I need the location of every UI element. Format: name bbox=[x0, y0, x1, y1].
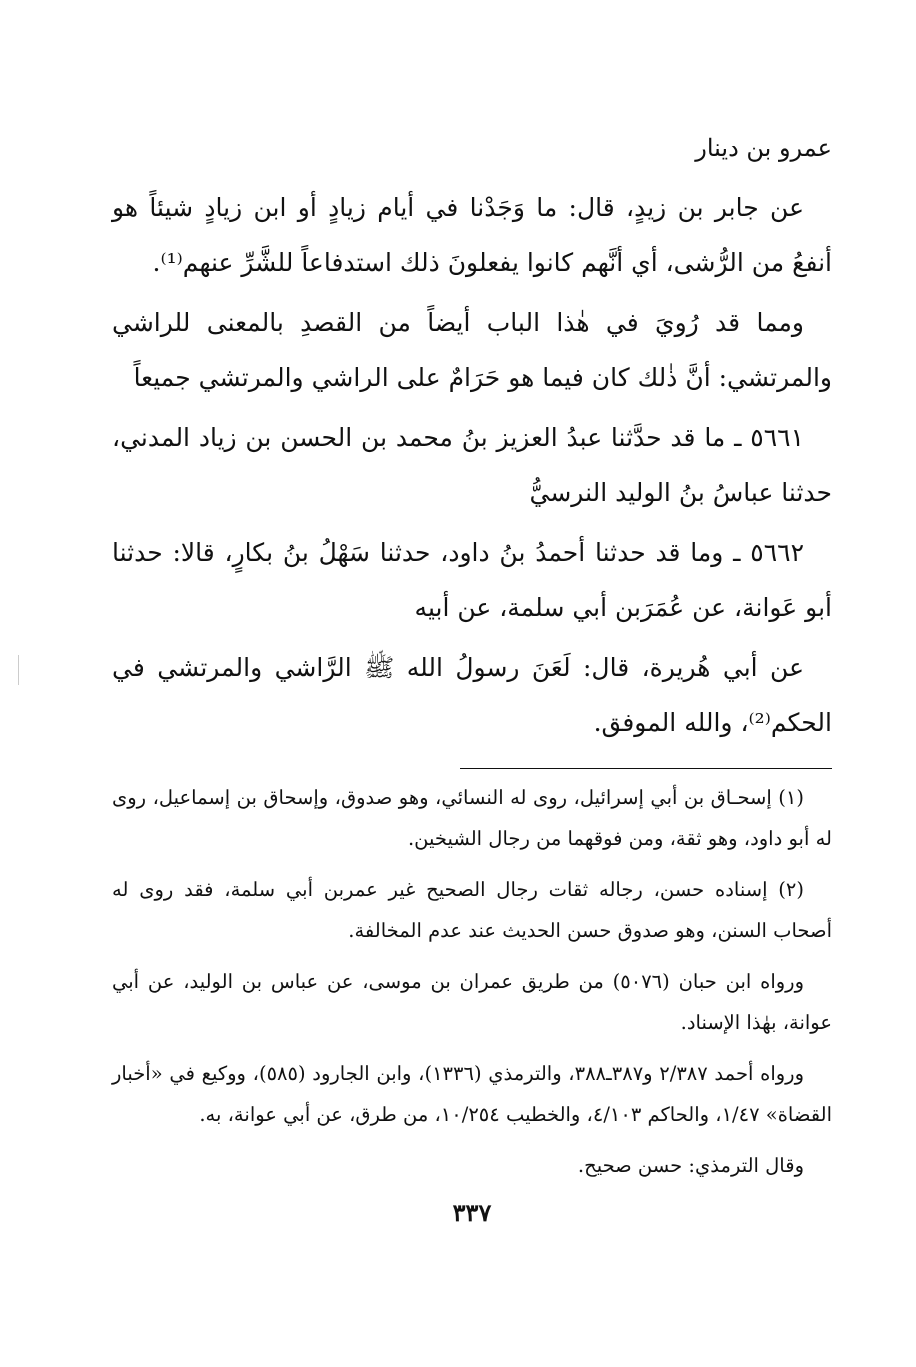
running-head: عمرو بن دينار bbox=[695, 134, 832, 162]
footnote-2: (٢) إسناده حسن، رجاله ثقات رجال الصحيح غير عمربن أبي سلمة، فقد روى له أصحاب السنن، وهو صدوق حسن الحديث عند عدم المخالفة. bbox=[112, 878, 832, 942]
scan-edge-mark bbox=[18, 655, 19, 685]
footnote-2-tirmidhi: وقال الترمذي: حسن صحيح. bbox=[577, 1154, 804, 1177]
paragraph-1: عن جابر بن زيدٍ، قال: ما وَجَدْنا في أيام زيادٍ أو ابن زيادٍ شيئاً هو أنفعُ من الرُّشى، أي أنَّهم كانوا يفعلونَ ذلك استدفاعاً للشَّرِّ عنهم⁽¹⁾. bbox=[112, 193, 832, 277]
hadith-5661: ٥٦٦١ ـ ما قد حدَّثنا عبدُ العزيز بنُ محمد بن الحسن بن زياد المدني، حدثنا عباسُ بنُ الوليد النرسيُّ bbox=[112, 423, 832, 507]
hadith-text: عن أبي هُريرة، قال: لَعَنَ رسولُ الله ﷺ الرَّاشي والمرتشي في الحكم⁽²⁾، والله الموفق. bbox=[112, 653, 832, 737]
footnote-separator bbox=[460, 768, 832, 769]
book-page bbox=[112, 128, 832, 1230]
hadith-5662: ٥٦٦٢ ـ وما قد حدثنا أحمدُ بنُ داود، حدثنا سَهْلُ بنُ بكارٍ، قالا: حدثنا أبو عَوانة، عن عُمَرَبن أبي سلمة، عن أبيه bbox=[112, 538, 832, 622]
footnotes bbox=[112, 777, 832, 1186]
main-text bbox=[112, 180, 832, 750]
paragraph-2: ومما قد رُويَ في هٰذا الباب أيضاً من القصدِ بالمعنى للراشي والمرتشي: أنَّ ذٰلك كان فيما هو حَرَامٌ على الراشي والمرتشي جميعاً bbox=[112, 308, 832, 392]
page-number: ٣٣٧ bbox=[452, 1198, 492, 1227]
footnote-1: (١) إسحـاق بن أبي إسرائيل، روى له النسائي، وهو صدوق، وإسحاق بن إسماعيل، روى له أبو داود، وهو ثقة، ومن فوقهما من رجال الشيخين. bbox=[112, 786, 832, 850]
footnote-2-ibn-hibban: ورواه ابن حبان (٥٠٧٦) من طريق عمران بن موسى، عن عباس بن الوليد، عن أبي عوانة، بهٰذا الإسناد. bbox=[112, 970, 832, 1034]
footnote-2-sources: ورواه أحمد ٢/٣٨٧ و٣٨٧ـ٣٨٨، والترمذي (١٣٣٦)، وابن الجارود (٥٨٥)، ووكيع في «أخبار القضاة» ١/٤٧، والحاكم ٤/١٠٣، والخطيب ١٠/٢٥٤، من طرق، عن أبي عوانة، به. bbox=[112, 1062, 832, 1126]
